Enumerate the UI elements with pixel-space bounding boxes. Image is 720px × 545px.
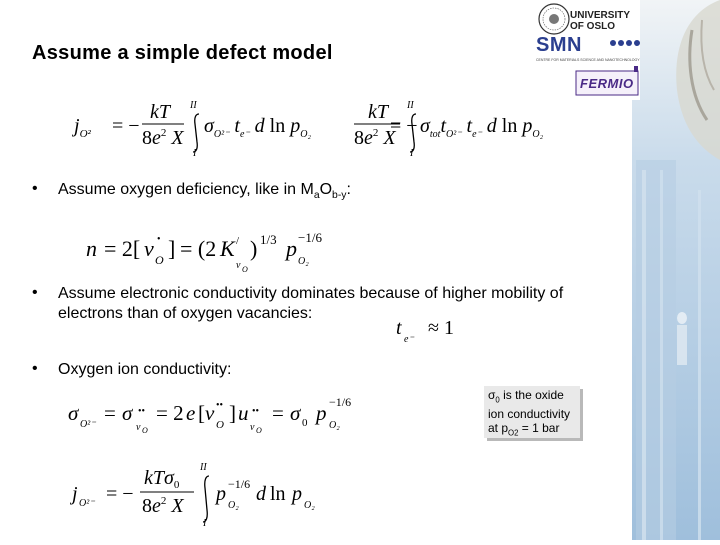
svg-text:e⁻: e⁻ — [404, 334, 414, 345]
svg-text:=: = — [272, 401, 284, 425]
svg-text:p: p — [216, 483, 226, 505]
svg-text:O₂: O₂ — [228, 500, 239, 511]
svg-text:8e2 X: $8e^2$ X — [142, 495, 184, 517]
svg-text:••: •• — [252, 406, 260, 417]
svg-text:jO²: $j_{O^2}$ — [74, 115, 91, 140]
bullet-3-marker: • — [32, 360, 38, 377]
bullet-2-line-1: Assume electronic conductivity dominates because of higher mobility of — [58, 285, 564, 302]
svg-text:): ) — [250, 236, 258, 261]
svg-text:σ: σ — [122, 401, 133, 425]
svg-text:kT: kT — [368, 101, 388, 123]
sigma-zero-callout — [484, 386, 580, 438]
bullet-1-text: Assume oxygen deficiency, like in $M_aO_{b-y}$: — [58, 181, 351, 202]
smn-caption: CENTRE FOR MATERIALS SCIENCE AND NANOTECHNOLOGY — [536, 58, 640, 62]
svg-text:j: j — [72, 483, 78, 505]
equation-flux-2-graphic — [70, 460, 350, 528]
svg-text:8e2 X: $8e^2$ X — [142, 127, 184, 149]
callout-line-3: at $p_{O2} = 1$ bar — [488, 421, 560, 438]
svg-text:σtottO²⁻ te⁻ d ln pO₂: $\sigma_{tot}t_{O^{2-}}$ $t_{e^-}$ d $\ln p_{O_2}$ — [420, 115, 544, 140]
svg-text:t: t — [396, 317, 402, 339]
svg-text:−1/6: −1/6 — [298, 230, 322, 245]
svg-text:O₂: O₂ — [298, 256, 309, 267]
svg-text:O: O — [155, 253, 164, 267]
equation-flux-1b-graphic — [350, 94, 580, 158]
svg-text:I: I — [203, 518, 207, 528]
svg-text:= 2: = 2 — [156, 401, 184, 425]
equation-ion-conductivity-graphic — [66, 394, 396, 438]
svg-text:O: O — [216, 419, 224, 431]
svg-text:O: O — [242, 265, 248, 274]
logo-area — [530, 0, 640, 100]
svg-text:≈ 1: ≈ 1 — [428, 317, 454, 339]
svg-text:II: II — [407, 100, 414, 111]
svg-text:v: v — [205, 401, 215, 425]
svg-text:8e2 X: $8e^2$ X — [354, 127, 396, 149]
callout-line-1: $\sigma_0$ is the oxide — [488, 388, 564, 405]
svg-text:1/3: 1/3 — [260, 232, 277, 247]
svg-text:= 2[: = 2[ — [104, 236, 141, 261]
svg-text:p: p — [316, 401, 327, 425]
svg-text:ln: ln — [270, 483, 286, 505]
bullet-3-text: Oxygen ion conductivity: — [58, 361, 232, 378]
svg-text:v: v — [250, 422, 255, 433]
svg-text:I: I — [193, 148, 197, 158]
svg-text:/: / — [236, 235, 240, 247]
svg-text:= −: = − — [390, 115, 418, 137]
smn-logo: SMN — [536, 34, 582, 56]
svg-text:=: = — [104, 401, 116, 425]
svg-text:−1/6: −1/6 — [329, 395, 352, 409]
bullet-2-line-2: electrons than of oxygen vacancies: — [58, 305, 313, 322]
svg-text:d: d — [256, 483, 266, 505]
equation-electron-concentration — [84, 228, 384, 278]
svg-text:p: p — [292, 483, 302, 505]
svg-text:II: II — [200, 462, 207, 473]
svg-text:••: •• — [216, 400, 224, 411]
svg-text:O: O — [142, 426, 148, 435]
slide-title: Assume a simple defect model — [32, 42, 333, 64]
bullet-2-marker: • — [32, 284, 38, 301]
statue-image-icon — [632, 0, 720, 540]
svg-text:]: ] — [168, 236, 176, 261]
svg-text:[: [ — [198, 401, 205, 425]
fermio-logo: FERMIO — [580, 76, 634, 91]
university-label: UNIVERSITY — [570, 10, 631, 21]
svg-text:n: n — [86, 236, 97, 261]
svg-text:O: O — [256, 426, 262, 435]
svg-text:••: •• — [138, 406, 146, 417]
svg-text:= (2: = (2 — [180, 236, 217, 261]
equation-transference-number-graphic — [394, 312, 474, 348]
svg-text:u: u — [238, 401, 249, 425]
svg-text:O₂: O₂ — [304, 500, 315, 511]
bullet-1-marker: • — [32, 180, 38, 197]
svg-text:O²⁻: O²⁻ — [80, 419, 96, 430]
svg-text:I: I — [410, 148, 414, 158]
svg-text:σ: σ — [290, 401, 301, 425]
svg-text:v: v — [236, 260, 241, 271]
svg-text:0: 0 — [302, 417, 308, 429]
svg-text:II: II — [190, 100, 197, 111]
equation-electron-concentration-graphic — [84, 228, 384, 278]
svg-text:= −: = − — [106, 483, 134, 505]
svg-text:O₂: O₂ — [329, 420, 340, 431]
of-oslo-label: OF OSLO — [570, 21, 615, 32]
decorative-side-panel — [632, 0, 720, 540]
svg-text:= −: = − — [112, 115, 140, 137]
svg-text:v: v — [136, 422, 141, 433]
svg-text:p: p — [286, 236, 297, 261]
svg-text:σO²⁻ te⁻ d ln pO₂: $\sigma_{O^{2-}}$ $t_{e^-}$ d $\ln p_{O_2}$ — [204, 115, 311, 140]
svg-text:kTσ0: kTσ$_0$ — [144, 467, 180, 491]
svg-text:σ: σ — [68, 401, 79, 425]
svg-text:]: ] — [229, 401, 236, 425]
equation-flux-1b — [350, 94, 580, 158]
svg-text:e: e — [186, 401, 196, 425]
equation-transference-number — [394, 312, 474, 348]
svg-text:O²⁻: O²⁻ — [79, 498, 95, 509]
svg-text:v: v — [144, 236, 154, 261]
callout-line-2: ion conductivity — [488, 407, 571, 422]
equation-flux-2 — [70, 460, 350, 528]
svg-text:−1/6: −1/6 — [228, 477, 251, 491]
svg-text:K: K — [220, 236, 235, 261]
equation-ion-conductivity — [66, 394, 396, 438]
svg-text:kT: kT — [150, 101, 170, 123]
svg-text:•: • — [157, 234, 161, 245]
